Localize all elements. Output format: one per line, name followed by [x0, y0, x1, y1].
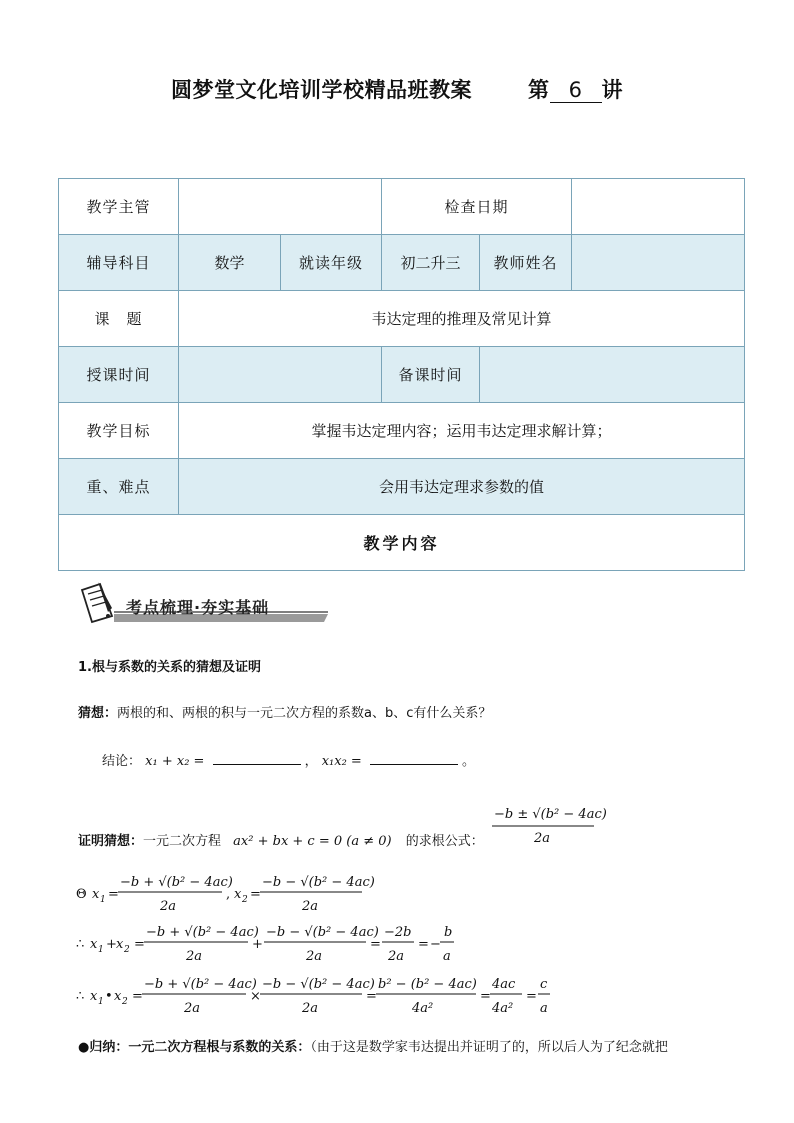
svg-text:=: =: [108, 887, 119, 902]
prod-term2-numerator: −b − √(b² − 4ac): [262, 977, 375, 992]
prep-time-label: 备课时间: [382, 347, 480, 403]
prod-term1-numerator: −b + √(b² − 4ac): [144, 977, 257, 992]
sum-term2-denominator: 2a: [306, 949, 323, 964]
lesson-plan-table: [58, 178, 745, 571]
table-row: [59, 403, 745, 459]
product-derivation: [76, 970, 556, 1020]
table-row: [59, 291, 745, 347]
svg-text:x: x: [90, 989, 98, 1004]
section-banner: [78, 582, 330, 626]
class-time-label: 授课时间: [59, 347, 179, 403]
table-row: [59, 235, 745, 291]
school-title: 圆梦堂文化培训学校精品班教案: [171, 78, 472, 102]
quadratic-equation: ax² + bx + c = 0 (a ≠ 0): [233, 834, 392, 849]
table-row: [59, 347, 745, 403]
svg-text:x: x: [234, 887, 242, 902]
prep-time-value[interactable]: [480, 347, 745, 403]
prod-4ac: 4ac: [492, 977, 516, 992]
product-blank[interactable]: [370, 752, 458, 765]
svg-text:×: ×: [250, 989, 261, 1004]
therefore-symbol-2: ∴: [76, 989, 85, 1004]
therefore-symbol: ∴: [76, 937, 85, 952]
sum-term1-denominator: 2a: [186, 949, 203, 964]
svg-text:=: =: [250, 887, 261, 902]
prod-a: a: [540, 1001, 548, 1016]
quadratic-formula: [490, 800, 610, 846]
prod-expanded-denominator: 4a²: [412, 1001, 434, 1016]
svg-text:1: 1: [100, 895, 106, 905]
because-symbol: Θ: [76, 887, 87, 902]
root2-denominator: 2a: [302, 899, 319, 914]
prod-c: c: [540, 977, 548, 992]
root2-numerator: −b − √(b² − 4ac): [262, 875, 375, 890]
proof-paragraph: [78, 830, 484, 849]
teacher-value[interactable]: [572, 235, 745, 291]
root1-denominator: 2a: [160, 899, 177, 914]
roots-formula: [76, 868, 376, 918]
svg-text:2: 2: [124, 945, 130, 955]
svg-text:x: x: [114, 989, 122, 1004]
conclusion-line: 结论： x₁ + x₂ = ， x₁x₂ = 。: [102, 754, 475, 769]
svg-text:=: =: [134, 937, 145, 952]
prod-term1-denominator: 2a: [184, 1001, 201, 1016]
sum-term2-numerator: −b − √(b² − 4ac): [266, 925, 379, 940]
sum-minus2b: −2b: [384, 925, 412, 940]
topic-label: 课 题: [59, 291, 179, 347]
svg-text:1: 1: [98, 997, 104, 1007]
svg-text:=: =: [366, 989, 377, 1004]
check-date-label: 检查日期: [382, 179, 572, 235]
goal-value: 掌握韦达定理内容；运用韦达定理求解计算；: [179, 403, 745, 459]
grade-value: 初二升三: [382, 235, 480, 291]
summary-label: ●归纳：一元二次方程根与系数的关系：: [78, 1040, 311, 1055]
sum-a: a: [443, 949, 451, 964]
sum-blank[interactable]: [213, 752, 301, 765]
check-date-value[interactable]: [572, 179, 745, 235]
svg-text:=: =: [370, 937, 381, 952]
root1-numerator: −b + √(b² − 4ac): [120, 875, 233, 890]
svg-text:1: 1: [98, 945, 104, 955]
svg-text:x: x: [116, 937, 124, 952]
key-value: 会用韦达定理求参数的值: [179, 459, 745, 515]
product-expression: x₁x₂ =: [321, 754, 362, 769]
goal-label: 教学目标: [59, 403, 179, 459]
sum-b: b: [444, 925, 453, 940]
subject-label: 辅导科目: [59, 235, 179, 291]
svg-text:+: +: [252, 937, 263, 952]
conclusion-label: 结论：: [102, 754, 142, 769]
svg-text:=: =: [526, 989, 537, 1004]
proof-formula-text: 的求根公式：: [405, 834, 484, 849]
teacher-label: 教师姓名: [480, 235, 572, 291]
class-time-value[interactable]: [179, 347, 382, 403]
banner-text: 考点梳理·夯实基础: [126, 598, 270, 617]
sum-derivation: [76, 918, 476, 968]
prod-term2-denominator: 2a: [302, 1001, 319, 1016]
lesson-prefix: 第: [528, 78, 550, 102]
proof-text: 一元二次方程: [143, 834, 222, 849]
summary-text: （由于这是数学家韦达提出并证明了的，所以后人为了纪念就把: [310, 1040, 668, 1055]
svg-text:x: x: [92, 887, 100, 902]
svg-text:=: =: [418, 937, 429, 952]
lesson-suffix: 讲: [601, 78, 623, 102]
supervisor-label: 教学主管: [59, 179, 179, 235]
svg-text:,: ,: [226, 887, 231, 902]
sum-term1-numerator: −b + √(b² − 4ac): [146, 925, 259, 940]
page-title: [0, 74, 794, 104]
sum-expression: x₁ + x₂ =: [145, 754, 205, 769]
topic-value: 韦达定理的推理及常见计算: [179, 291, 745, 347]
svg-text:=: =: [132, 989, 143, 1004]
svg-text:x: x: [90, 937, 98, 952]
table-row: [59, 515, 745, 571]
content-heading: 教学内容: [59, 515, 745, 571]
guess-label: 猜想：: [78, 706, 118, 721]
summary-paragraph: [78, 1036, 668, 1055]
prod-expanded-numerator: b² − (b² − 4ac): [378, 977, 477, 992]
quad-formula-numerator: −b ± √(b² − 4ac): [494, 807, 607, 822]
svg-text:−: −: [430, 937, 441, 952]
grade-label: 就读年级: [281, 235, 382, 291]
lesson-number: 6: [550, 78, 602, 103]
prod-4a2: 4a²: [492, 1001, 514, 1016]
subject-value: 数学: [179, 235, 281, 291]
supervisor-value[interactable]: [179, 179, 382, 235]
svg-text:•: •: [105, 989, 113, 1004]
quad-formula-denominator: 2a: [534, 831, 551, 846]
svg-text:+: +: [106, 937, 117, 952]
guess-paragraph: [78, 702, 491, 721]
table-row: [59, 459, 745, 515]
pen-paper-icon: [82, 582, 112, 622]
table-row: [59, 179, 745, 235]
svg-text:2: 2: [122, 997, 128, 1007]
proof-label: 证明猜想：: [78, 834, 144, 849]
svg-text:=: =: [480, 989, 491, 1004]
key-label: 重、难点: [59, 459, 179, 515]
guess-text: 两根的和、两根的积与一元二次方程的系数a、b、c有什么关系？: [117, 706, 492, 721]
svg-text:2: 2: [242, 895, 248, 905]
section-heading: 1.根与系数的关系的猜想及证明: [78, 660, 261, 675]
sum-2a: 2a: [388, 949, 405, 964]
